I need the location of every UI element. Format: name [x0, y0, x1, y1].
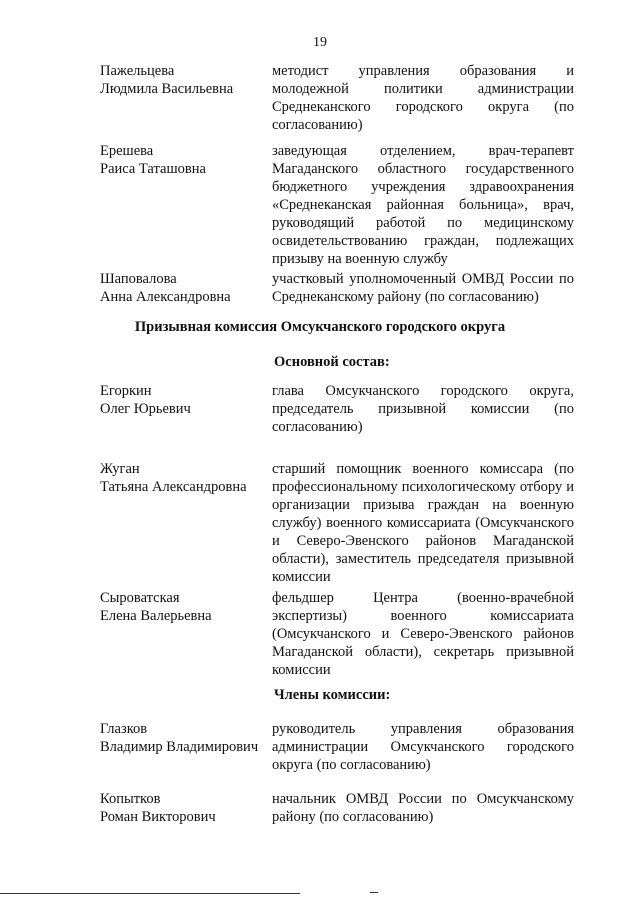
person-surname: Пажельцева [100, 63, 175, 79]
person-given-name: Людмила Васильевна [100, 81, 234, 97]
members-heading: Члены комиссии: [274, 687, 391, 703]
person-name [100, 460, 260, 496]
person-name [100, 790, 260, 826]
person-surname: Егоркин [100, 383, 152, 399]
person-role: руководитель управления образования администрации Омсукчанского городского округа (по согласованию) [272, 721, 574, 773]
person-role: методист управления образования и молодежной политики администрации Среднеканского городского округа (по согласованию) [272, 63, 574, 133]
person-surname: Жуган [100, 461, 140, 477]
person-given-name: Владимир Владимирович [100, 739, 259, 755]
person-given-name: Раиса Таташовна [100, 161, 206, 177]
person-role: фельдшер Центра (военно-врачебной экспертизы) военного комиссариата (Омсукчанского и Северо-Эвенского районов Магаданской области), секретарь призывной комиссии [272, 590, 574, 678]
main-composition-heading: Основной состав: [274, 354, 390, 370]
person-name [100, 270, 260, 306]
person-surname: Шаповалова [100, 271, 177, 287]
person-role: начальник ОМВД России по Омсукчанскому району (по согласованию) [272, 791, 574, 825]
person-given-name: Елена Валерьевна [100, 608, 212, 624]
person-given-name: Татьяна Александровна [100, 479, 247, 495]
page-number: 19 [313, 35, 327, 50]
scan-edge-line [0, 893, 300, 894]
person-surname: Ерешева [100, 143, 154, 159]
scan-mark [370, 892, 378, 893]
person-name [100, 382, 260, 418]
person-surname: Глазков [100, 721, 148, 737]
person-name [100, 720, 260, 756]
person-name [100, 62, 260, 98]
commission-heading: Призывная комиссия Омсукчанского городского округа [134, 319, 506, 335]
person-surname: Сыроватская [100, 590, 180, 606]
person-role: глава Омсукчанского городского округа, председатель призывной комиссии (по согласованию) [272, 383, 574, 435]
person-given-name: Анна Александровна [100, 289, 231, 305]
person-given-name: Олег Юрьевич [100, 401, 191, 417]
person-name [100, 589, 260, 625]
person-surname: Копытков [100, 791, 161, 807]
person-given-name: Роман Викторович [100, 809, 216, 825]
person-role: заведующая отделением, врач-терапевт Магаданского областного государственного бюджетного учреждения здравоохранения «Среднеканская районная больница», врач, руководящий работой по медицинскому освидетельствованию граждан, подлежащих призыву на военную службу [272, 143, 574, 267]
person-role: участковый уполномоченный ОМВД России по Среднеканскому району (по согласованию) [272, 271, 574, 305]
person-name [100, 142, 260, 178]
person-role: старший помощник военного комиссара (по профессиональному психологическому отбору и организации призыва граждан на военную службу) военного комиссариата (Омсукчанского и Северо-Эвенского районов Магаданской области), заместитель председателя призывной комиссии [272, 461, 574, 585]
